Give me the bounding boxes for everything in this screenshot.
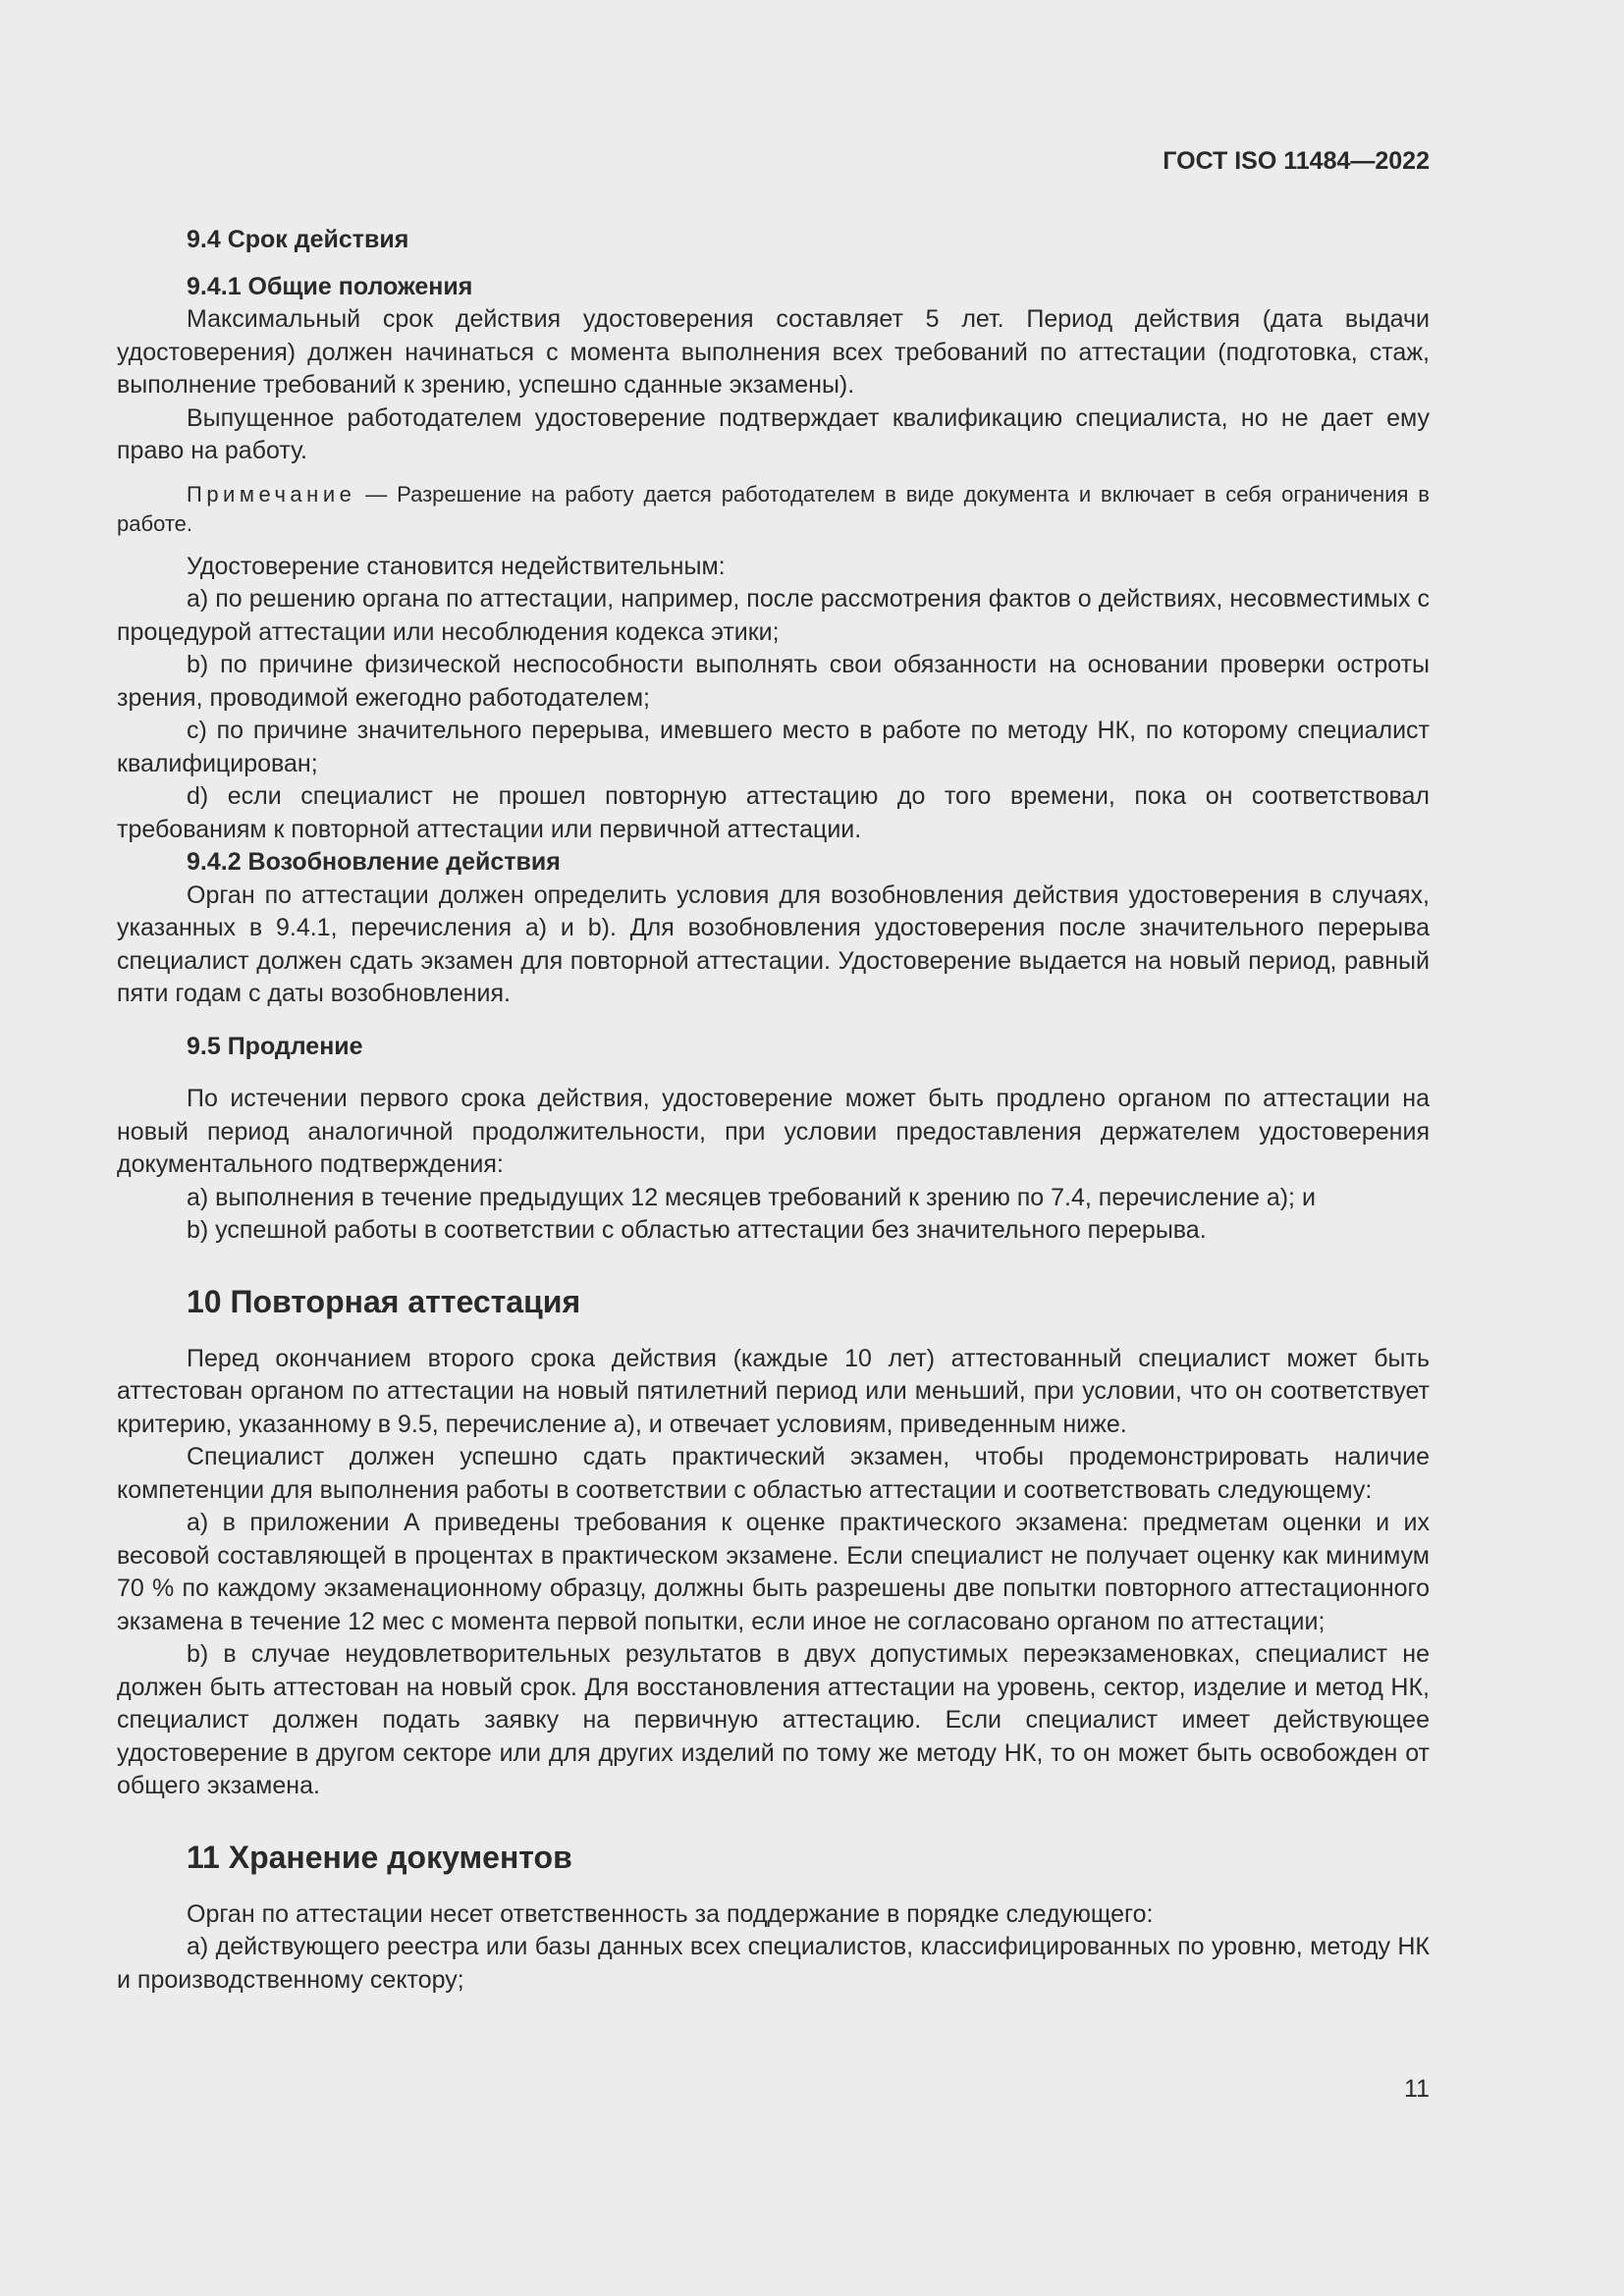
list-item-9-4-1-a: a) по решению органа по аттестации, например, после рассмотрения фактов о действиях, несовместимых с процедурой аттестации или несоблюдения кодекса этики; bbox=[117, 585, 1430, 646]
note-work-permit bbox=[117, 480, 1430, 539]
list-item-9-4-1-c: c) по причине значительного перерыва, имевшего место в работе по методу НК, по которому специалист квалифицирован; bbox=[117, 717, 1430, 777]
paragraph-10-practical-exam: Специалист должен успешно сдать практический экзамен, чтобы продемонстрировать наличие компетенции для выполнения работы в соответствии с областью аттестации и соответствовать следующему: bbox=[117, 1443, 1430, 1504]
note-label: Примечание bbox=[187, 481, 356, 507]
section-9-4-1-title: 9.4.1 Общие положения bbox=[187, 272, 473, 300]
note-text: — Разрешение на работу дается работодателем в виде документа и включает в себя ограничения в работе. bbox=[117, 481, 1430, 536]
list-item-9-5-b: b) успешной работы в соответствии с областью аттестации без значительного перерыва. bbox=[187, 1216, 1207, 1244]
list-item-9-4-1-d: d) если специалист не прошел повторную аттестацию до того времени, пока он соответствовал требованиям к повторной аттестации или первичной аттестации. bbox=[117, 782, 1430, 843]
list-item-10-b: b) в случае неудовлетворительных результатов в двух допустимых переэкзаменовках, специалист не должен быть аттестован на новый срок. Для восстановления аттестации на уровень, сектор, изделие и метод НК, специалист должен подать заявку на первичную аттестацию. Если специалист имеет действующее удостоверение в другом секторе или для других изделий по тому же методу НК, то он может быть освобожден от общего экзамена. bbox=[117, 1640, 1430, 1799]
section-9-4-2-title: 9.4.2 Возобновление действия bbox=[187, 848, 561, 876]
document-header-standard: ГОСТ ISO 11484—2022 bbox=[1163, 147, 1430, 175]
paragraph-9-4-2-renewal: Орган по аттестации должен определить условия для возобновления действия удостоверения в случаях, указанных в 9.4.1, перечисления a) и b). Для возобновления удостоверения после значительного перерыва специалист должен сдать экзамен для повторной аттестации. Удостоверение выдается на новый период, равный пяти годам с даты возобновления. bbox=[117, 881, 1430, 1007]
list-item-9-4-1-b: b) по причине физической неспособности выполнять свои обязанности на основании проверки остроты зрения, проводимой ежегодно работодателем; bbox=[117, 651, 1430, 712]
document-body bbox=[117, 224, 1430, 1997]
list-item-10-a: a) в приложении А приведены требования к оценке практического экзамена: предметам оценки и их весовой составляющей в процентах в практическом экзамене. Если специалист не получает оценку как минимум 70 % по каждому экзаменационному образцу, должны быть разрешены две попытки повторного аттестационного экзамена в течение 12 мес с момента первой попытки, если иное не согласовано органом по аттестации; bbox=[117, 1509, 1430, 1635]
section-9-5-title: 9.5 Продление bbox=[187, 1032, 363, 1060]
paragraph-9-4-1-invalid-intro: Удостоверение становится недействительным: bbox=[187, 552, 726, 580]
list-item-9-5-a: a) выполнения в течение предыдущих 12 месяцев требований к зрению по 7.4, перечисление a); и bbox=[187, 1183, 1316, 1211]
paragraph-10-recertification: Перед окончанием второго срока действия (каждые 10 лет) аттестованный специалист может быть аттестован органом по аттестации на новый пятилетний период или меньший, при условии, что он соответствует критерию, указанному в 9.5, перечисление a), и отвечает условиям, приведенным ниже. bbox=[117, 1344, 1430, 1438]
page-number: 11 bbox=[1404, 2075, 1430, 2103]
section-11-title: 11 Хранение документов bbox=[187, 1839, 572, 1875]
paragraph-9-4-1-validity: Максимальный срок действия удостоверения составляет 5 лет. Период действия (дата выдачи удостоверения) должен начинаться с момента выполнения всех требований по аттестации (подготовка, стаж, выполнение требований к зрению, успешно сданные экзамены). bbox=[117, 305, 1430, 399]
paragraph-11-records: Орган по аттестации несет ответственность за поддержание в порядке следующего: bbox=[187, 1899, 1154, 1928]
list-item-11-a: a) действующего реестра или базы данных всех специалистов, классифицированных по уровню, методу НК и производственному сектору; bbox=[117, 1933, 1430, 1994]
section-10-title: 10 Повторная аттестация bbox=[187, 1283, 581, 1319]
paragraph-9-4-1-employer: Выпущенное работодателем удостоверение подтверждает квалификацию специалиста, но не дает ему право на работу. bbox=[117, 403, 1430, 464]
paragraph-9-5-extension: По истечении первого срока действия, удостоверение может быть продлено органом по аттестации на новый период аналогичной продолжительности, при условии предоставления держателем удостоверения документального подтверждения: bbox=[117, 1085, 1430, 1178]
section-9-4-title: 9.4 Срок действия bbox=[187, 226, 409, 253]
